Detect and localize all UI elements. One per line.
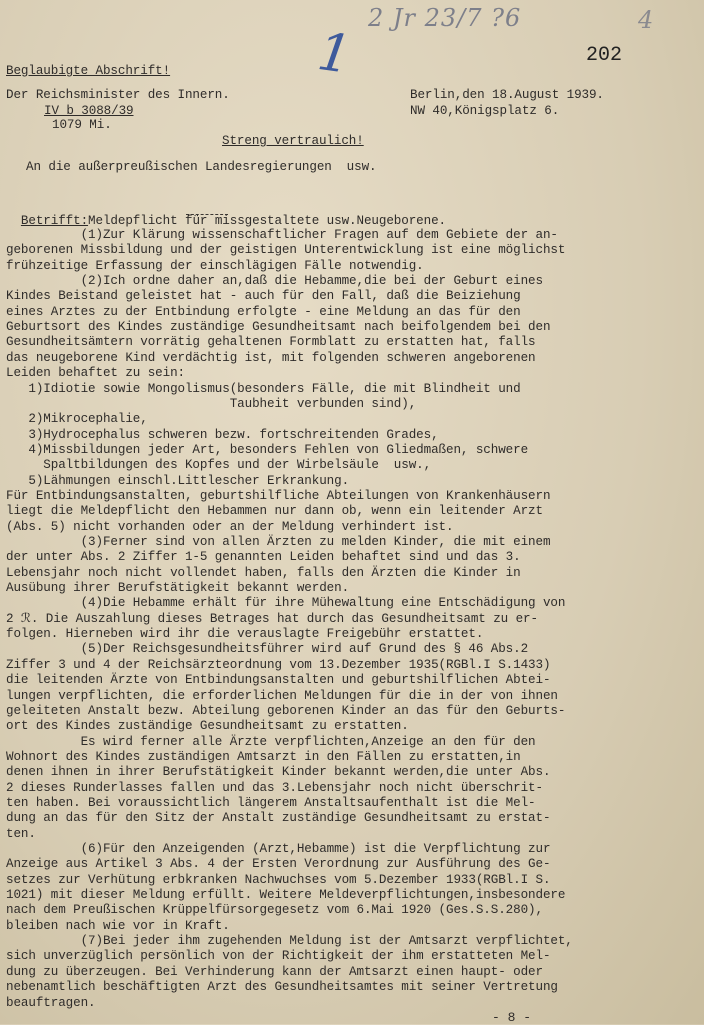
body-line: Lebensjahr noch nicht vollendet haben, falls den Ärzten die Kinder in [6, 565, 521, 580]
body-line: Für Entbindungsanstalten, geburtshilfliche Abteilungen von Krankenhäusern [6, 488, 551, 503]
body-line: 4)Missbildungen jeder Art, besonders Fehlen von Gliedmaßen, schwere [6, 442, 529, 457]
ministry-name: Der Reichsminister des Innern. [6, 88, 230, 102]
body-line: nebenamtlich beschäftigten Arzt des Gesundheitsamtes mit seiner Vertretung [6, 980, 558, 995]
body-line: setzes zur Verhütung erbkranken Nachwuchses vom 5.Dezember 1933(RGBl.I S. [6, 872, 551, 887]
body-line: (6)Für den Anzeigenden (Arzt,Hebamme) ist die Verpflichtung zur [6, 842, 551, 856]
subject-label: Betrifft: [20, 214, 89, 228]
body-line: (4)Die Hebamme erhält für ihre Mühewaltung eine Entschädigung von [6, 596, 566, 611]
body-line: Ziffer 3 und 4 der Reichsärzteordnung vom 13.Dezember 1935(RGBl.I S.1433) [6, 657, 551, 672]
body-line: Leiden behaftet zu sein: [6, 366, 185, 381]
body-line: 2)Mikrocephalie, [6, 412, 148, 427]
file-reference: IV b 3088/39 [44, 104, 134, 118]
body-line: (Abs. 5) nicht vorhanden oder an der Meldung verhindert ist. [6, 519, 454, 534]
body-line: (1)Zur Klärung wissenschaftlicher Fragen auf dem Gebiete der an- [6, 228, 558, 242]
file-reference-sub: 1079 Mi. [52, 118, 112, 132]
recipients-line: An die außerpreußischen Landesregierungen usw. [26, 160, 377, 174]
body-line: dung an das für den Sitz der Anstalt zuständige Gesundheitsamt zu erstat- [6, 811, 551, 826]
body-line: lungen verpflichten, die erforderlichen Meldungen für die in der von ihnen [6, 688, 558, 703]
body-line: frühzeitige Erfassung der einschlägigen Fälle notwendig. [6, 258, 424, 273]
body-line: Anzeige aus Artikel 3 Abs. 4 der Ersten Verordnung zur Ausführung des Ge- [6, 857, 551, 872]
body-line: (3)Ferner sind von allen Ärzten zu melden Kinder, die mit einem [6, 535, 551, 549]
body-line: 2 ℛ. Die Auszahlung dieses Betrages hat durch das Gesundheitsamt zu er- [6, 611, 538, 626]
body-line: (7)Bei jeder ihm zugehenden Meldung ist der Amtsarzt verpflichtet, [6, 934, 573, 949]
body-line: folgen. Hierneben wird ihr die verauslagte Freigebühr erstattet. [6, 627, 484, 642]
handwritten-page-number: 4 [638, 6, 654, 34]
handwritten-archive-number: 2 Jr 23/7 ?6 [368, 4, 522, 32]
body-line: Ausübung ihrer Berufstätigkeit bekannt werden. [6, 581, 350, 596]
body-line: Geburtsort des Kindes zuständige Gesundheitsamt nach beifolgendem bei den [6, 320, 551, 335]
subject-text: Meldepflicht für missgestaltete usw.Neugeborene. [88, 214, 447, 228]
body-line: das neugeborene Kind verdächtig ist, mit folgenden schweren angeborenen [6, 350, 536, 365]
body-line: dung zu überzeugen. Bei Verhinderung kann der Amtsarzt einen haupt- oder [6, 964, 543, 979]
body-line: sich unverzüglich persönlich von der Richtigkeit der ihm erstatteten Mel- [6, 949, 551, 964]
body-line: Kindes Beistand geleistet hat - auch für den Fall, daß die Beiziehung [6, 289, 521, 304]
stamped-folio-number: 202 [586, 44, 623, 67]
body-line: denen ihnen in ihrer Berufstätigkeit Kinder bekannt werden,die unter Abs. [6, 765, 551, 780]
body-line: Es wird ferner alle Ärzte verpflichten,Anzeige an den für den [6, 734, 536, 749]
body-line: 2 dieses Runderlasses fallen und das 3.Lebensjahr noch nicht überschrit- [6, 780, 543, 795]
body-line: nach dem Preußischen Krüppelfürsorgegesetz vom 6.Mai 1920 (Ges.S.S.280), [6, 903, 543, 918]
handwritten-blue-mark: 1 [313, 21, 356, 87]
body-line: (5)Der Reichsgesundheitsführer wird auf Grund des § 46 Abs.2 [6, 642, 529, 657]
body-line: Wohnort des Kindes zuständigen Amtsarzt in den Fällen zu erstatten,in [6, 749, 521, 764]
body-line: 1)Idiotie sowie Mongolismus(besonders Fälle, die mit Blindheit und [6, 381, 521, 396]
body-line: ten. [6, 826, 36, 841]
subject-divider [186, 214, 228, 215]
body-line: bleiben nach wie vor in Kraft. [6, 918, 230, 933]
body-line: Gesundheitsämtern vorrätig gehaltenen Formblatt zu erstatten hat, falls [6, 335, 536, 350]
body-line: der unter Abs. 2 Ziffer 1-5 genannten Leiden behaftet sind und das 3. [6, 550, 521, 565]
body-line: beauftragen. [6, 995, 96, 1010]
body-line: ten haben. Bei voraussichtlich längerem Anstaltsaufenthalt ist die Mel- [6, 795, 536, 810]
body-line: ort des Kindes zuständige Gesundheitsamt zu erstatten. [6, 719, 409, 734]
footer-page-number: - 8 - [492, 1010, 532, 1025]
body-line: die leitenden Ärzte von Entbindungsanstalten und geburtshilflichen Abtei- [6, 673, 551, 688]
certified-copy-heading: Beglaubigte Abschrift! [6, 64, 171, 78]
body-line: 3)Hydrocephalus schweren bezw. fortschreitenden Grades, [6, 427, 439, 442]
body-line: 5)Lähmungen einschl.Littlescher Erkrankung. [6, 473, 350, 488]
body-line: Taubheit verbunden sind), [6, 396, 417, 411]
body-line: eines Arztes zu der Entbindung erfolgte - eine Meldung an das für den [6, 304, 521, 319]
body-line: geleiteten Anstalt bezw. Abteilung geborenen Kinder an das für den Geburts- [6, 703, 566, 718]
body-line: geborenen Missbildung und der geistigen Unterentwicklung ist eine möglichst [6, 243, 566, 258]
place-and-date: Berlin,den 18.August 1939. [410, 88, 604, 102]
sender-address: NW 40,Königsplatz 6. [410, 104, 560, 118]
body-line: liegt die Meldepflicht den Hebammen nur dann ob, wenn ein leitender Arzt [6, 504, 543, 519]
body-line: (2)Ich ordne daher an,daß die Hebamme,die bei der Geburt eines [6, 274, 543, 289]
confidential-notice: Streng vertraulich! [222, 134, 364, 148]
body-line: 1021) mit dieser Meldung erfüllt. Weitere Meldeverpflichtungen,insbesondere [6, 888, 566, 903]
body-line: Spaltbildungen des Kopfes und der Wirbelsäule usw., [6, 458, 432, 473]
